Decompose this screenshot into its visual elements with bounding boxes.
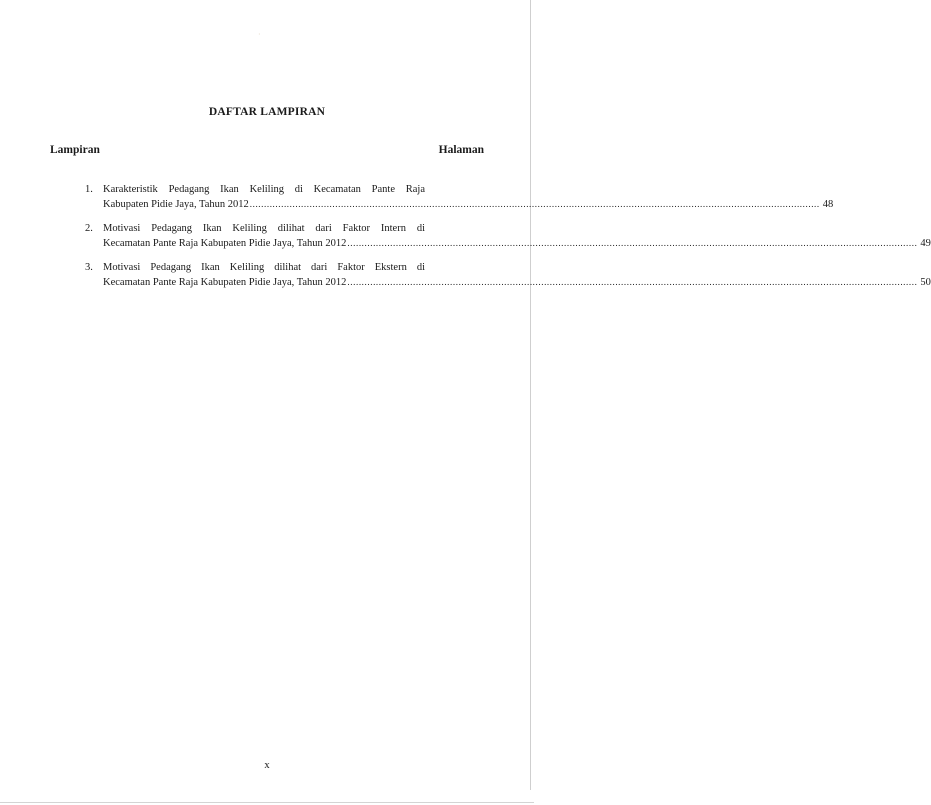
appendix-list (85, 182, 931, 299)
item-title-line2-text: Kabupaten Pidie Jaya, Tahun 2012 (103, 199, 249, 210)
item-title-line1: Motivasi Pedagang Ikan Keliling dilihat dari Faktor Intern di (103, 223, 425, 234)
item-number: 2. (85, 223, 93, 234)
list-item (85, 182, 834, 212)
item-page-number: 50 (920, 277, 931, 288)
scan-speck: · (258, 30, 261, 39)
dot-leader: ........................................................................................................................................................................................................ (347, 238, 918, 248)
item-title-line2-text: Kecamatan Pante Raja Kabupaten Pidie Jaya, Tahun 2012 (103, 277, 347, 288)
page-edge-bottom (0, 802, 534, 803)
item-title-line2 (103, 197, 834, 212)
item-title-line2 (103, 275, 931, 290)
item-page-number: 49 (920, 238, 931, 249)
page-number: x (264, 760, 270, 771)
column-header-halaman: Halaman (438, 144, 484, 156)
item-number: 3. (85, 262, 93, 273)
item-page-number: 48 (822, 199, 834, 210)
item-number: 1. (85, 184, 93, 195)
item-title-line2-text: Kecamatan Pante Raja Kabupaten Pidie Jaya, Tahun 2012 (103, 238, 347, 249)
list-item (85, 260, 931, 290)
dot-leader: ........................................................................................................................................................................................................ (249, 199, 820, 209)
dot-leader: ........................................................................................................................................................................................................ (347, 277, 918, 287)
page-title: DAFTAR LAMPIRAN (208, 106, 326, 118)
page-edge-right (530, 0, 531, 790)
list-item (85, 221, 931, 251)
item-title-line1: Karakteristik Pedagang Ikan Keliling di Kecamatan Pante Raja (103, 184, 425, 195)
item-title-line1: Motivasi Pedagang Ikan Keliling dilihat dari Faktor Ekstern di (103, 262, 425, 273)
column-header-lampiran: Lampiran (50, 144, 100, 156)
item-title-line2 (103, 236, 931, 251)
